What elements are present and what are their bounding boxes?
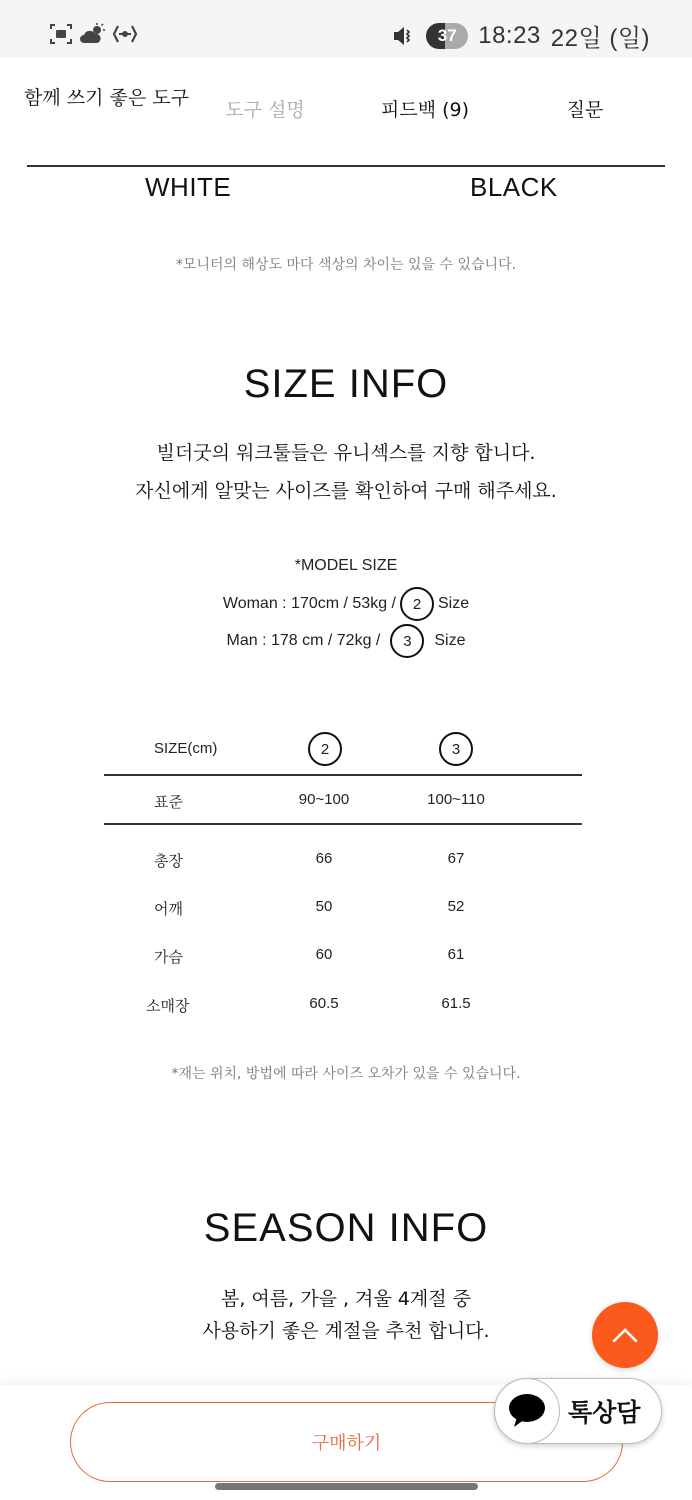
size-header-col2: 3 <box>439 732 473 766</box>
color-white-label: WHITE <box>145 172 232 202</box>
color-black-label: BLACK <box>470 172 558 202</box>
talk-consult-button[interactable] <box>494 1378 662 1444</box>
row-value: 90~100 <box>298 791 350 808</box>
table-row <box>104 888 582 928</box>
status-left-icons <box>48 22 138 46</box>
table-row <box>104 840 582 880</box>
model-man-text: Man : 178 cm / 72kg / <box>226 632 381 649</box>
clock: 18:23 <box>478 21 541 49</box>
row-label: 총장 <box>154 853 183 870</box>
row-label: 가슴 <box>154 949 183 966</box>
monitor-note: *모니터의 해상도 마다 색상의 차이는 있을 수 있습니다. <box>175 257 517 273</box>
tab-tool-description[interactable]: 도구 설명 <box>225 99 305 121</box>
chevron-up-icon <box>611 1326 639 1344</box>
model-man <box>0 624 692 658</box>
row-value: 60 <box>315 946 333 963</box>
status-bar <box>0 0 692 58</box>
size-info-line2: 자신에게 알맞는 사이즈를 확인하여 구매 해주세요. <box>135 480 557 502</box>
model-woman <box>0 587 692 621</box>
table-row <box>104 985 582 1025</box>
size-header-label: SIZE(cm) <box>154 740 218 757</box>
row-label: 표준 <box>154 794 183 811</box>
tab-feedback[interactable]: 피드백 (9) <box>380 99 469 121</box>
row-label: 소매장 <box>146 998 190 1015</box>
table-divider <box>104 823 582 825</box>
table-row <box>104 936 582 976</box>
table-row <box>104 781 582 821</box>
date: 22일 (일) <box>550 25 650 52</box>
season-info-line1: 봄, 여름, 가을 , 겨울 4계절 중 <box>221 1288 471 1310</box>
product-tabs <box>0 58 692 168</box>
row-value: 67 <box>447 850 465 867</box>
model-size-title <box>0 557 692 575</box>
model-man-suffix: Size <box>434 632 466 649</box>
weather-icon <box>80 22 106 46</box>
screenshot-icon <box>48 22 74 46</box>
sync-icon <box>112 22 138 46</box>
model-woman-text: Woman : 170cm / 53kg / <box>222 595 396 612</box>
row-label: 어깨 <box>154 901 183 918</box>
buy-button-label: 구매하기 <box>311 1433 382 1454</box>
row-value: 100~110 <box>427 791 485 808</box>
home-indicator[interactable] <box>215 1483 478 1490</box>
talk-icon-circle <box>494 1378 560 1444</box>
tab-divider <box>27 165 665 167</box>
size-header-col1: 2 <box>308 732 342 766</box>
size-table-header <box>104 730 582 770</box>
battery-indicator: 37 <box>426 23 468 49</box>
status-right <box>390 18 650 53</box>
row-value: 60.5 <box>309 995 339 1012</box>
row-value: 52 <box>447 898 465 915</box>
model-man-size: 3 <box>390 624 424 658</box>
tab-recommended-tools[interactable]: 함께 쓰기 좋은 도구 <box>24 87 189 109</box>
table-divider <box>104 774 582 776</box>
model-woman-suffix: Size <box>438 595 470 612</box>
scroll-top-button[interactable] <box>592 1302 658 1368</box>
model-size-heading: *MODEL SIZE <box>294 557 398 574</box>
model-woman-size: 2 <box>400 587 434 621</box>
row-value: 66 <box>315 850 333 867</box>
season-info-title: SEASON INFO <box>203 1206 489 1250</box>
talk-consult-label: 톡상담 <box>568 1398 641 1427</box>
chat-bubble-icon <box>507 1393 547 1429</box>
size-info-title: SIZE INFO <box>243 362 449 406</box>
row-value: 61.5 <box>441 995 471 1012</box>
size-error-note: *재는 위치, 방법에 따라 사이즈 오차가 있을 수 있습니다. <box>171 1066 521 1082</box>
row-value: 61 <box>447 946 465 963</box>
size-info-line1: 빌더굿의 워크툴들은 유니섹스를 지향 합니다. <box>156 442 536 464</box>
season-info-line2: 사용하기 좋은 계절을 추천 합니다. <box>202 1320 490 1342</box>
tab-questions[interactable]: 질문 <box>566 99 604 121</box>
mute-icon <box>390 24 416 48</box>
row-value: 50 <box>315 898 333 915</box>
